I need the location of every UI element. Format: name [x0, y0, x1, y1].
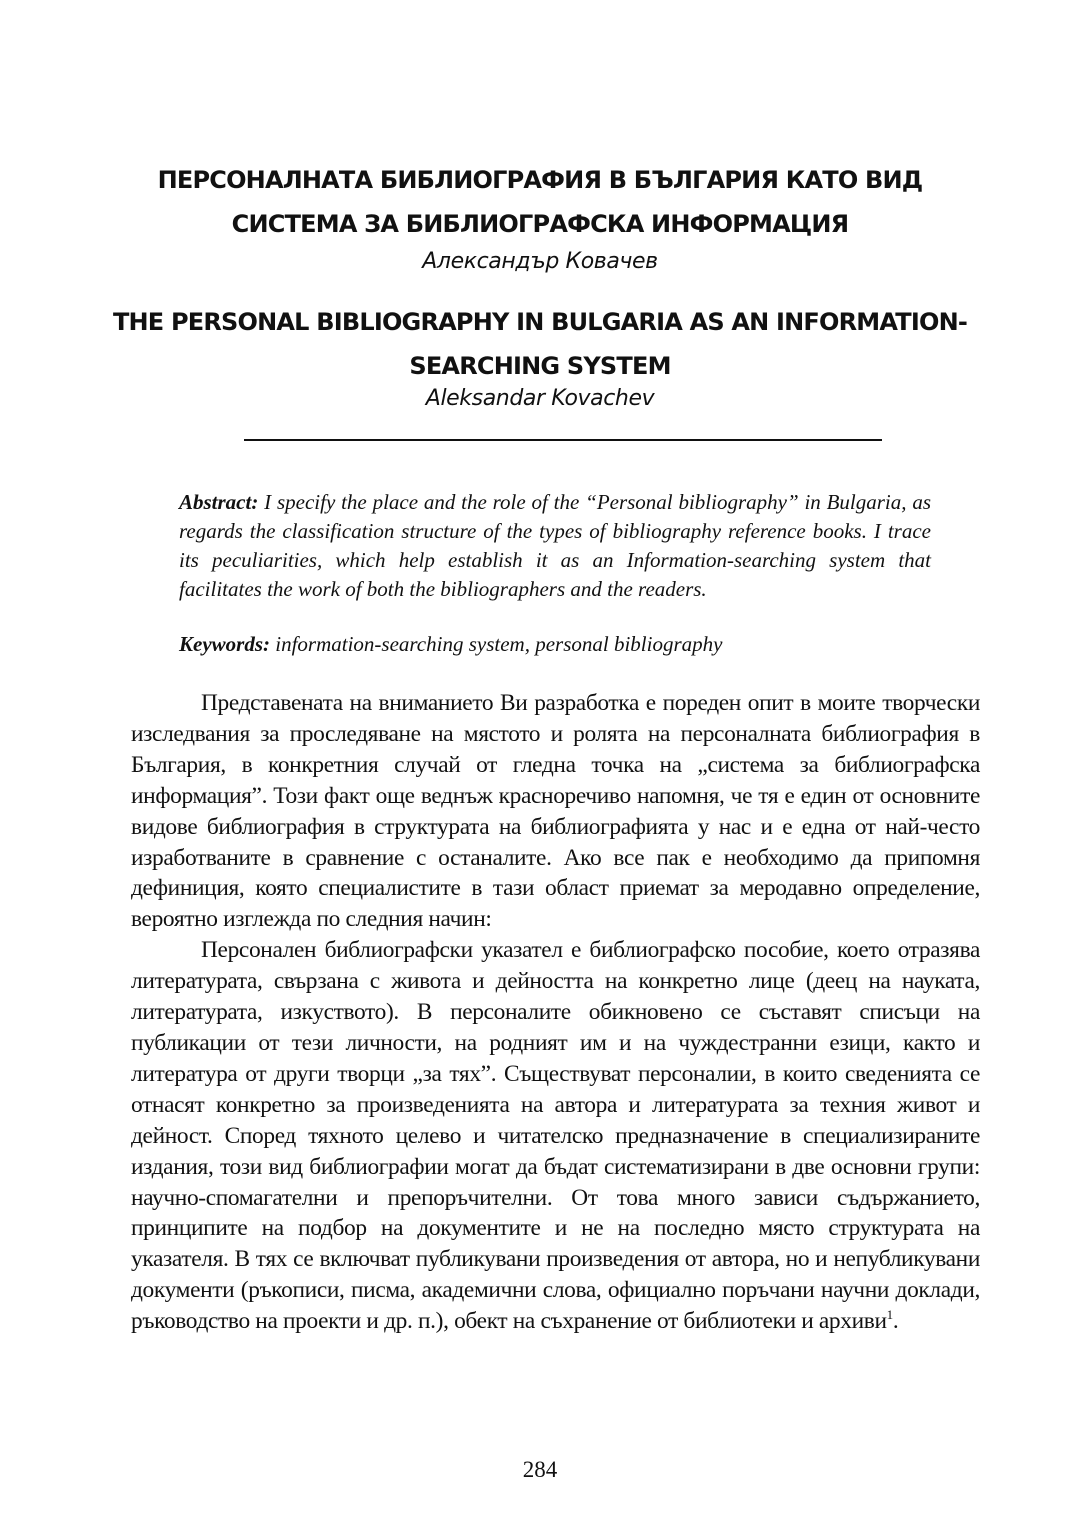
body-paragraph-2-end: .	[892, 1308, 899, 1335]
body-paragraph-2-text: Персонален библиографски указател е библиографско пособие, което отразява литературата, свързана с живота и дейността на конкретно лице (деец на науката, литературата, изкуството). В персоналите обикновено се съставят списъци на публикации от тези личности, на родният им и на чуждестранни езици, както и литература от други творци „за тях”. Съществуват персоналии, в които сведенията се отнасят конкретно за произведенията на автора и литературата за техния живот и дейност. Според тяхното целево и читателско предназначение в специализираните издания, този вид библиографии могат да бъдат систематизирани в две основни групи: научно-спомагателни и препоръчителни. От това много зависи съдържанието, принципите на подбор на документите и не на последно място структурата на указателя. В тях се включват публикувани произведения от автора, но и непубликувани документи (ръкописи, писма, академични слова, официално поръчани научни доклади, ръководство на проекти и др. п.), обект на съхранение от библиотеки и архиви	[131, 937, 980, 1335]
title-bg-line-1: ПЕРСОНАЛНАТА БИБЛИОГРАФИЯ В БЪЛГАРИЯ КАТО ВИД	[157, 166, 923, 194]
abstract-label: Abstract:	[179, 490, 259, 514]
body-text	[131, 688, 980, 1337]
abstract	[179, 488, 931, 604]
body-paragraph-1: Представената на вниманието Ви разработка е пореден опит в моите творчески изследвания за проследяване на мястото и ролята на персоналната библиография в България, в конкретния случай от гледна точка на „система за библиографска информация”. Този факт още веднъж красноречиво напомня, че тя е един от основните видове библиография в структурата на библиографията у нас и е една от най-често изработваните в сравнение с останалите. Ако все пак е необходимо да припомня дефиниция, която специалистите в тази област приемат за меродавно определение, вероятно изглежда по следния начин:	[131, 690, 980, 933]
author-bulgarian: Александър Ковачев	[422, 249, 658, 274]
title-english	[60, 300, 1020, 388]
author-english: Aleksandar Kovachev	[425, 386, 655, 411]
title-bg-line-2: СИСТЕМА ЗА БИБЛИОГРАФСКА ИНФОРМАЦИЯ	[231, 210, 849, 238]
footnote-reference: 1	[886, 1307, 893, 1323]
title-bulgarian	[60, 158, 1020, 246]
abstract-text: I specify the place and the role of the “Personal bibliography” in Bulgaria, as regards the classification structure of the types of bibliography reference books. I trace its peculiarities, which help establish it as an Information-searching system that facilitates the work of both the bibliographers and the readers.	[179, 490, 932, 601]
keywords-label: Keywords:	[179, 632, 270, 656]
keywords-text: information-searching system, personal bibliography	[275, 632, 723, 656]
title-en-line-1: THE PERSONAL BIBLIOGRAPHY IN BULGARIA AS AN INFORMATION-	[112, 308, 968, 336]
keywords	[179, 630, 931, 659]
page-number: 284	[522, 1457, 558, 1482]
title-divider	[244, 439, 882, 441]
title-en-line-2: SEARCHING SYSTEM	[409, 352, 671, 380]
body-paragraph-2	[131, 935, 980, 1337]
